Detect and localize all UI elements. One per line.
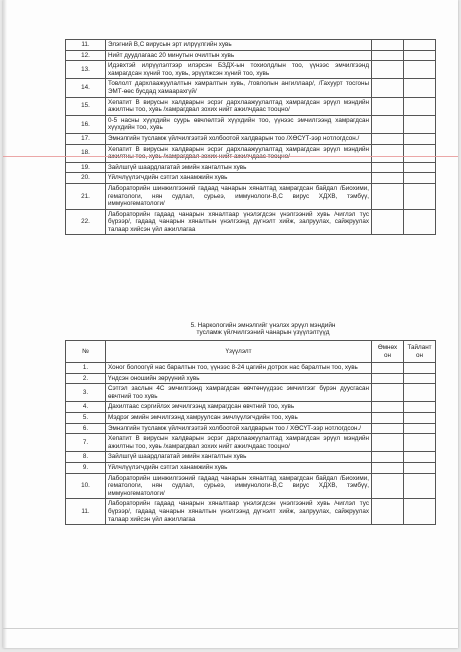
header-previous-year: Өмнөх он xyxy=(372,341,404,363)
row-number: 16. xyxy=(66,115,106,133)
row-report-year-cell xyxy=(404,412,436,423)
row-previous-year-cell xyxy=(372,499,404,525)
row-report-year-cell xyxy=(404,452,436,463)
row-indicator-text: Товлолт дархлаажуулалтын хамралтын хувь, /товлолын ангиллаар/, /Гахуурт тосгоны ЭМТ-өөс бусдад хамаарахгүй/ xyxy=(106,79,372,97)
row-previous-year-cell xyxy=(372,115,404,133)
row-indicator-text: Лабораторийн шинжилгээний гадаад чанарын хяналтад хамрагдсан байдал /Биохими, гематологи, нян судлал, сурьеэ, иммунологи-В,С вирус ХДХВ, тэмбүү, иммуногематологи/ xyxy=(106,183,372,209)
row-number: 18. xyxy=(66,144,106,162)
row-indicator-text: Үйлчлүүлэгчдийн сэтгэл ханамжийн хувь xyxy=(106,462,372,473)
row-number: 17. xyxy=(66,133,106,144)
row-indicator-text: Зайлшгүй шаардлагатай эмийн хангалтын хувь xyxy=(106,162,372,173)
row-indicator-text: Хепатит В вирусын халдварын эсрэг дархлаажуулалтад хамрагдсан эрүүл мэндийн ажилтны тоо, хувь /хамрагдвал зохих нийт ажилчдаас тооцно/ xyxy=(106,434,372,452)
header-report-year: Тайлант он xyxy=(404,341,436,363)
row-number: 21. xyxy=(66,183,106,209)
row-number: 20. xyxy=(66,173,106,184)
row-previous-year-cell xyxy=(372,373,404,384)
section-5-title xyxy=(123,322,403,337)
row-report-year-cell xyxy=(404,183,436,209)
row-number: 11. xyxy=(66,499,106,525)
row-previous-year-cell xyxy=(372,412,404,423)
table-row xyxy=(66,115,436,133)
row-indicator-text: Хоног болоогүй нас баралтын тоо, үүнээс 8-24 цагийн дотрох нас баралтын тоо, хувь xyxy=(106,363,372,374)
row-number: 8. xyxy=(66,452,106,463)
row-previous-year-cell xyxy=(372,423,404,434)
row-number: 7. xyxy=(66,434,106,452)
row-indicator-text: Мэдрэг эмийн эмчилгээнд хамруулсан эмчлүүлэгчдийн тоо, хувь xyxy=(106,412,372,423)
row-report-year-cell xyxy=(404,162,436,173)
row-previous-year-cell xyxy=(372,434,404,452)
table-row xyxy=(66,473,436,499)
row-indicator-text: Лабораторийн гадаад чанарын хяналтаар үнэлэгдсэн үнэлгээний хувь /чиглэл тус бүрээр/, гадаад чанарын хяналтын үнэлгээнд дүгнэлт хийж, залруулах, сайжруулах талаар хийсэн үйл ажиллагаа xyxy=(106,209,372,235)
row-report-year-cell xyxy=(404,434,436,452)
row-report-year-cell xyxy=(404,115,436,133)
row-report-year-cell xyxy=(404,173,436,184)
row-report-year-cell xyxy=(404,473,436,499)
row-report-year-cell xyxy=(404,423,436,434)
table-row xyxy=(66,97,436,115)
row-report-year-cell xyxy=(404,384,436,402)
row-indicator-text: Лабораторийн гадаад чанарын хяналтаар үнэлэгдсэн үнэлгээний хувь /чиглэл тус бүрээр/, гадаад чанарын хяналтын үнэлгээнд дүгнэлт хийж, залруулах, сайжруулах талаар хийсэн үйл ажиллагаа xyxy=(106,499,372,525)
row-report-year-cell xyxy=(404,79,436,97)
scan-red-line xyxy=(3,156,458,157)
row-indicator-text: Дахилтаас сэргийлэх эмчилгээнд хамрагдсан өвчтний тоо, хувь xyxy=(106,402,372,413)
document-page xyxy=(3,0,458,648)
page-footer-line xyxy=(3,628,458,629)
row-report-year-cell xyxy=(404,40,436,51)
table-row xyxy=(66,373,436,384)
row-number: 15. xyxy=(66,97,106,115)
table-row xyxy=(66,162,436,173)
row-number: 5. xyxy=(66,412,106,423)
row-indicator-text: Лабораторийн шинжилгээний гадаад чанарын хяналтад хамрагдсан байдал /Биохими, гематологи, нян судлал, сурьеэ, иммунологи-В,С вирус ХДХВ, тэмбүү, иммуногематологи/ xyxy=(106,473,372,499)
header-number: № xyxy=(66,341,106,363)
row-previous-year-cell xyxy=(372,79,404,97)
row-report-year-cell xyxy=(404,402,436,413)
row-indicator-text: Нийт дуудлагаас 20 минутын очилтын хувь xyxy=(106,50,372,61)
row-report-year-cell xyxy=(404,97,436,115)
row-number: 10. xyxy=(66,473,106,499)
row-previous-year-cell xyxy=(372,133,404,144)
row-indicator-text: Үндсэн оношийн зөрүүний хувь xyxy=(106,373,372,384)
row-indicator-text: Зайлшгүй шаардлагатай эмийн хангалтын хувь xyxy=(106,452,372,463)
row-previous-year-cell xyxy=(372,402,404,413)
row-previous-year-cell xyxy=(372,183,404,209)
table-row xyxy=(66,144,436,162)
row-report-year-cell xyxy=(404,209,436,235)
table-row xyxy=(66,434,436,452)
table-row xyxy=(66,50,436,61)
row-previous-year-cell xyxy=(372,452,404,463)
row-number: 19. xyxy=(66,162,106,173)
header-indicator: Үзүүлэлт xyxy=(106,341,372,363)
row-previous-year-cell xyxy=(372,173,404,184)
row-number: 4. xyxy=(66,402,106,413)
row-number: 11. xyxy=(66,40,106,51)
page-edge-shadow xyxy=(3,0,7,648)
row-number: 6. xyxy=(66,423,106,434)
table-row xyxy=(66,209,436,235)
row-previous-year-cell xyxy=(372,162,404,173)
row-report-year-cell xyxy=(404,144,436,162)
row-previous-year-cell xyxy=(372,97,404,115)
table-row xyxy=(66,183,436,209)
row-previous-year-cell xyxy=(372,40,404,51)
row-previous-year-cell xyxy=(372,209,404,235)
row-previous-year-cell xyxy=(372,363,404,374)
table-row xyxy=(66,402,436,413)
row-report-year-cell xyxy=(404,499,436,525)
row-previous-year-cell xyxy=(372,144,404,162)
table-row xyxy=(66,412,436,423)
table-row xyxy=(66,423,436,434)
row-indicator-text: Хепатит В вирусын халдварын эсрэг дархлаажуулалтад хамрагдсан эрүүл мэндийн xyxy=(106,144,372,162)
row-number: 14. xyxy=(66,79,106,97)
row-number: 12. xyxy=(66,50,106,61)
row-indicator-text: Идэвхтэй илрүүлэлтээр илэрсэн БЗДХ-ын тохиолдлын тоо, үүнээс эмчилгээнд хамрагдсан хүний тоо, хувь, эрүүлжсэн хүний тоо, хувь xyxy=(106,61,372,79)
row-number: 1. xyxy=(66,363,106,374)
row-report-year-cell xyxy=(404,462,436,473)
section-5-title-line1: 5. Наркологийн эмнэлгийг үнэлэх эрүүл мэндийн xyxy=(190,322,336,329)
table-row xyxy=(66,40,436,51)
table-row xyxy=(66,363,436,374)
row-indicator-text: Үйлчлүүлэгчдийн сэтгэл ханамжийн хувь xyxy=(106,173,372,184)
row-indicator-text: Эмнэлгийн тусламж үйлчилгээтэй холбоотой халдварын тоо / ХӨСҮТ-ээр нотлогдсон./ xyxy=(106,423,372,434)
narcology-indicators-table xyxy=(65,340,436,525)
row-indicator-text: Сэтгэл заслын 4С эмчилгээнд хамрагдсан өвчтөнүүдээс эмчилгээг бүрэн дуусгасан өвчтний тоо хувь xyxy=(106,384,372,402)
row-indicator-text: Элэгний B,C вирусын эрт илрүүлгийн хувь xyxy=(106,40,372,51)
table-row xyxy=(66,61,436,79)
row-report-year-cell xyxy=(404,373,436,384)
row-number: 3. xyxy=(66,384,106,402)
row-previous-year-cell xyxy=(372,384,404,402)
table-row xyxy=(66,499,436,525)
row-previous-year-cell xyxy=(372,473,404,499)
row-number: 9. xyxy=(66,462,106,473)
section-5-title-line2: тусламж үйлчилгээний чанарын үзүүлэлтүүд xyxy=(196,329,330,337)
indicators-table-continued xyxy=(65,39,436,235)
row-number: 13. xyxy=(66,61,106,79)
row-previous-year-cell xyxy=(372,462,404,473)
table-row xyxy=(66,452,436,463)
table-row xyxy=(66,133,436,144)
row-indicator-text: 0-5 насны хүүхдийн суурь өвчлөлтэй хүүхдийн тоо, үүнээс эмчилгээнд хамрагдсан хүүхдийн тоо, хувь xyxy=(106,115,372,133)
row-report-year-cell xyxy=(404,363,436,374)
row-report-year-cell xyxy=(404,50,436,61)
row-number: 22. xyxy=(66,209,106,235)
row-report-year-cell xyxy=(404,133,436,144)
row-indicator-text: Хепатит В вирусын халдварын эсрэг дархлаажуулалтад хамрагдсан эрүүл мэндийн ажилтны тоо, хувь /хамрагдвал зохих нийт ажилчдаас тооцно/ xyxy=(106,97,372,115)
row-previous-year-cell xyxy=(372,61,404,79)
row-indicator-text: Эмнэлгийн тусламж үйлчилгээтэй холбоотой халдварын тоо /ХӨСҮТ-ээр нотлогдсон./ xyxy=(106,133,372,144)
table-row xyxy=(66,384,436,402)
table-row xyxy=(66,462,436,473)
table-row xyxy=(66,79,436,97)
table-row xyxy=(66,173,436,184)
row-number: 2. xyxy=(66,373,106,384)
row-report-year-cell xyxy=(404,61,436,79)
row-previous-year-cell xyxy=(372,50,404,61)
